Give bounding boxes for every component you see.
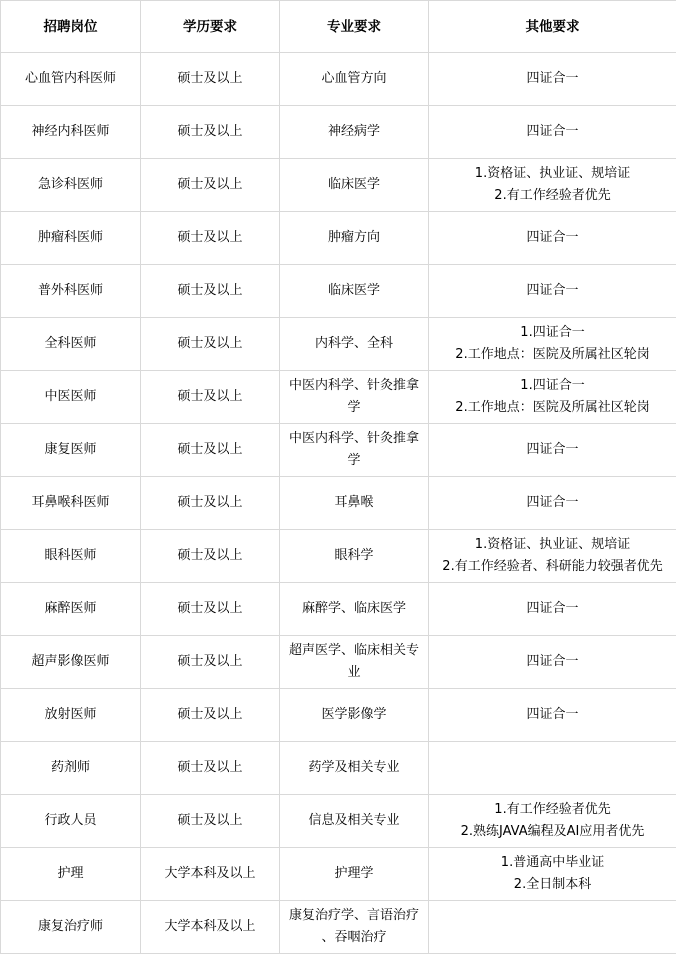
cell-position: 普外科医师 — [1, 265, 141, 318]
cell-other — [429, 159, 676, 212]
cell-other-line: 2.工作地点：医院及所属社区轮岗 — [455, 347, 650, 362]
cell-other — [429, 901, 676, 954]
cell-position: 超声影像医师 — [1, 636, 141, 689]
cell-education: 硕士及以上 — [141, 530, 280, 583]
cell-other-line: 1.资格证、执业证、规培证 — [474, 166, 631, 181]
cell-major-line: 超声医学、临床相关专 — [288, 643, 419, 658]
cell-other-line: 1.四证合一 — [520, 325, 585, 340]
cell-other-line: 1.四证合一 — [520, 378, 585, 393]
cell-major-line: 耳鼻喉 — [334, 495, 374, 510]
cell-major — [280, 371, 429, 424]
cell-other-line: 四证合一 — [526, 442, 579, 457]
cell-other — [429, 106, 676, 159]
cell-major — [280, 848, 429, 901]
cell-major-line: 肿瘤方向 — [327, 230, 380, 245]
cell-major-line: 神经病学 — [327, 124, 380, 139]
cell-major-line: 信息及相关专业 — [308, 813, 400, 828]
cell-education: 大学本科及以上 — [141, 901, 280, 954]
cell-other — [429, 424, 676, 477]
cell-major-line: 麻醉学、临床医学 — [301, 601, 406, 616]
cell-other-line: 四证合一 — [526, 230, 579, 245]
cell-position: 中医医师 — [1, 371, 141, 424]
cell-major — [280, 212, 429, 265]
cell-other-line: 四证合一 — [526, 601, 579, 616]
cell-other — [429, 265, 676, 318]
table-row — [1, 742, 676, 795]
cell-position: 放射医师 — [1, 689, 141, 742]
cell-other-line: 四证合一 — [526, 495, 579, 510]
cell-other-line: 2.有工作经验者优先 — [494, 188, 611, 203]
cell-major-line: 学 — [347, 453, 361, 468]
cell-other — [429, 530, 676, 583]
cell-major-line: 医学影像学 — [321, 707, 387, 722]
cell-other-line: 四证合一 — [526, 71, 579, 86]
table-row — [1, 424, 676, 477]
cell-major-line: 康复治疗学、言语治疗 — [288, 908, 419, 923]
cell-major — [280, 318, 429, 371]
cell-major — [280, 424, 429, 477]
cell-position: 急诊科医师 — [1, 159, 141, 212]
cell-major — [280, 795, 429, 848]
cell-education: 硕士及以上 — [141, 265, 280, 318]
cell-major-line: 心血管方向 — [321, 71, 387, 86]
table-row — [1, 318, 676, 371]
cell-other — [429, 583, 676, 636]
cell-major — [280, 689, 429, 742]
cell-major-line: 中医内科学、针灸推拿 — [288, 378, 419, 393]
table-row — [1, 106, 676, 159]
table-row — [1, 583, 676, 636]
cell-other-line: 2.全日制本科 — [513, 877, 592, 892]
cell-other — [429, 318, 676, 371]
table-row — [1, 795, 676, 848]
cell-education: 硕士及以上 — [141, 53, 280, 106]
cell-education: 硕士及以上 — [141, 424, 280, 477]
header-position: 招聘岗位 — [1, 1, 141, 53]
cell-position: 康复医师 — [1, 424, 141, 477]
cell-major — [280, 583, 429, 636]
cell-other — [429, 371, 676, 424]
cell-education: 硕士及以上 — [141, 583, 280, 636]
cell-position: 药剂师 — [1, 742, 141, 795]
cell-major-line: 内科学、全科 — [314, 336, 393, 351]
cell-education: 硕士及以上 — [141, 795, 280, 848]
cell-education: 硕士及以上 — [141, 477, 280, 530]
table-row — [1, 265, 676, 318]
cell-education: 硕士及以上 — [141, 318, 280, 371]
cell-major — [280, 901, 429, 954]
cell-other — [429, 636, 676, 689]
cell-education: 硕士及以上 — [141, 689, 280, 742]
table-row — [1, 530, 676, 583]
cell-major-line: 眼科学 — [334, 548, 374, 563]
table-row — [1, 689, 676, 742]
cell-education: 硕士及以上 — [141, 742, 280, 795]
cell-education: 硕士及以上 — [141, 212, 280, 265]
cell-position: 全科医师 — [1, 318, 141, 371]
cell-major — [280, 477, 429, 530]
cell-major-line: 临床医学 — [327, 283, 380, 298]
cell-other — [429, 848, 676, 901]
table-row — [1, 477, 676, 530]
table-body — [1, 53, 676, 954]
cell-other — [429, 689, 676, 742]
cell-other — [429, 477, 676, 530]
cell-major-line: 临床医学 — [327, 177, 380, 192]
cell-other — [429, 795, 676, 848]
table-row — [1, 901, 676, 954]
cell-major — [280, 53, 429, 106]
cell-position: 肿瘤科医师 — [1, 212, 141, 265]
cell-other — [429, 53, 676, 106]
cell-major — [280, 530, 429, 583]
cell-education: 硕士及以上 — [141, 636, 280, 689]
cell-position: 心血管内科医师 — [1, 53, 141, 106]
table-header-row — [1, 1, 676, 53]
cell-position: 眼科医师 — [1, 530, 141, 583]
cell-major — [280, 265, 429, 318]
cell-major — [280, 159, 429, 212]
cell-other-line: 2.有工作经验者、科研能力较强者优先 — [442, 559, 663, 574]
cell-position: 麻醉医师 — [1, 583, 141, 636]
table-row — [1, 371, 676, 424]
cell-other-line: 2.熟练JAVA编程及AI应用者优先 — [460, 824, 645, 839]
cell-major — [280, 636, 429, 689]
cell-major-line: 学 — [347, 400, 361, 415]
cell-other-line: 四证合一 — [526, 654, 579, 669]
cell-education: 大学本科及以上 — [141, 848, 280, 901]
header-other: 其他要求 — [429, 1, 676, 53]
cell-position: 康复治疗师 — [1, 901, 141, 954]
cell-education: 硕士及以上 — [141, 159, 280, 212]
table-row — [1, 53, 676, 106]
cell-major-line: 护理学 — [334, 866, 374, 881]
cell-other — [429, 212, 676, 265]
cell-major-line: 中医内科学、针灸推拿 — [288, 431, 419, 446]
cell-education: 硕士及以上 — [141, 371, 280, 424]
table-row — [1, 212, 676, 265]
header-education: 学历要求 — [141, 1, 280, 53]
cell-other-line: 四证合一 — [526, 124, 579, 139]
cell-other-line: 2.工作地点：医院及所属社区轮岗 — [455, 400, 650, 415]
cell-other — [429, 742, 676, 795]
header-major: 专业要求 — [280, 1, 429, 53]
cell-major-line: 药学及相关专业 — [308, 760, 400, 775]
cell-position: 耳鼻喉科医师 — [1, 477, 141, 530]
cell-other-line: 四证合一 — [526, 283, 579, 298]
table-row — [1, 159, 676, 212]
cell-position: 护理 — [1, 848, 141, 901]
cell-major — [280, 742, 429, 795]
cell-position: 行政人员 — [1, 795, 141, 848]
cell-major-line: 业 — [347, 665, 361, 680]
cell-major — [280, 106, 429, 159]
table-row — [1, 848, 676, 901]
cell-other-line: 四证合一 — [526, 707, 579, 722]
cell-other-line: 1.普通高中毕业证 — [500, 855, 605, 870]
cell-other-line: 1.有工作经验者优先 — [494, 802, 611, 817]
cell-other-line: 1.资格证、执业证、规培证 — [474, 537, 631, 552]
cell-major-line: 、吞咽治疗 — [321, 930, 387, 945]
cell-position: 神经内科医师 — [1, 106, 141, 159]
table-row — [1, 636, 676, 689]
cell-education: 硕士及以上 — [141, 106, 280, 159]
